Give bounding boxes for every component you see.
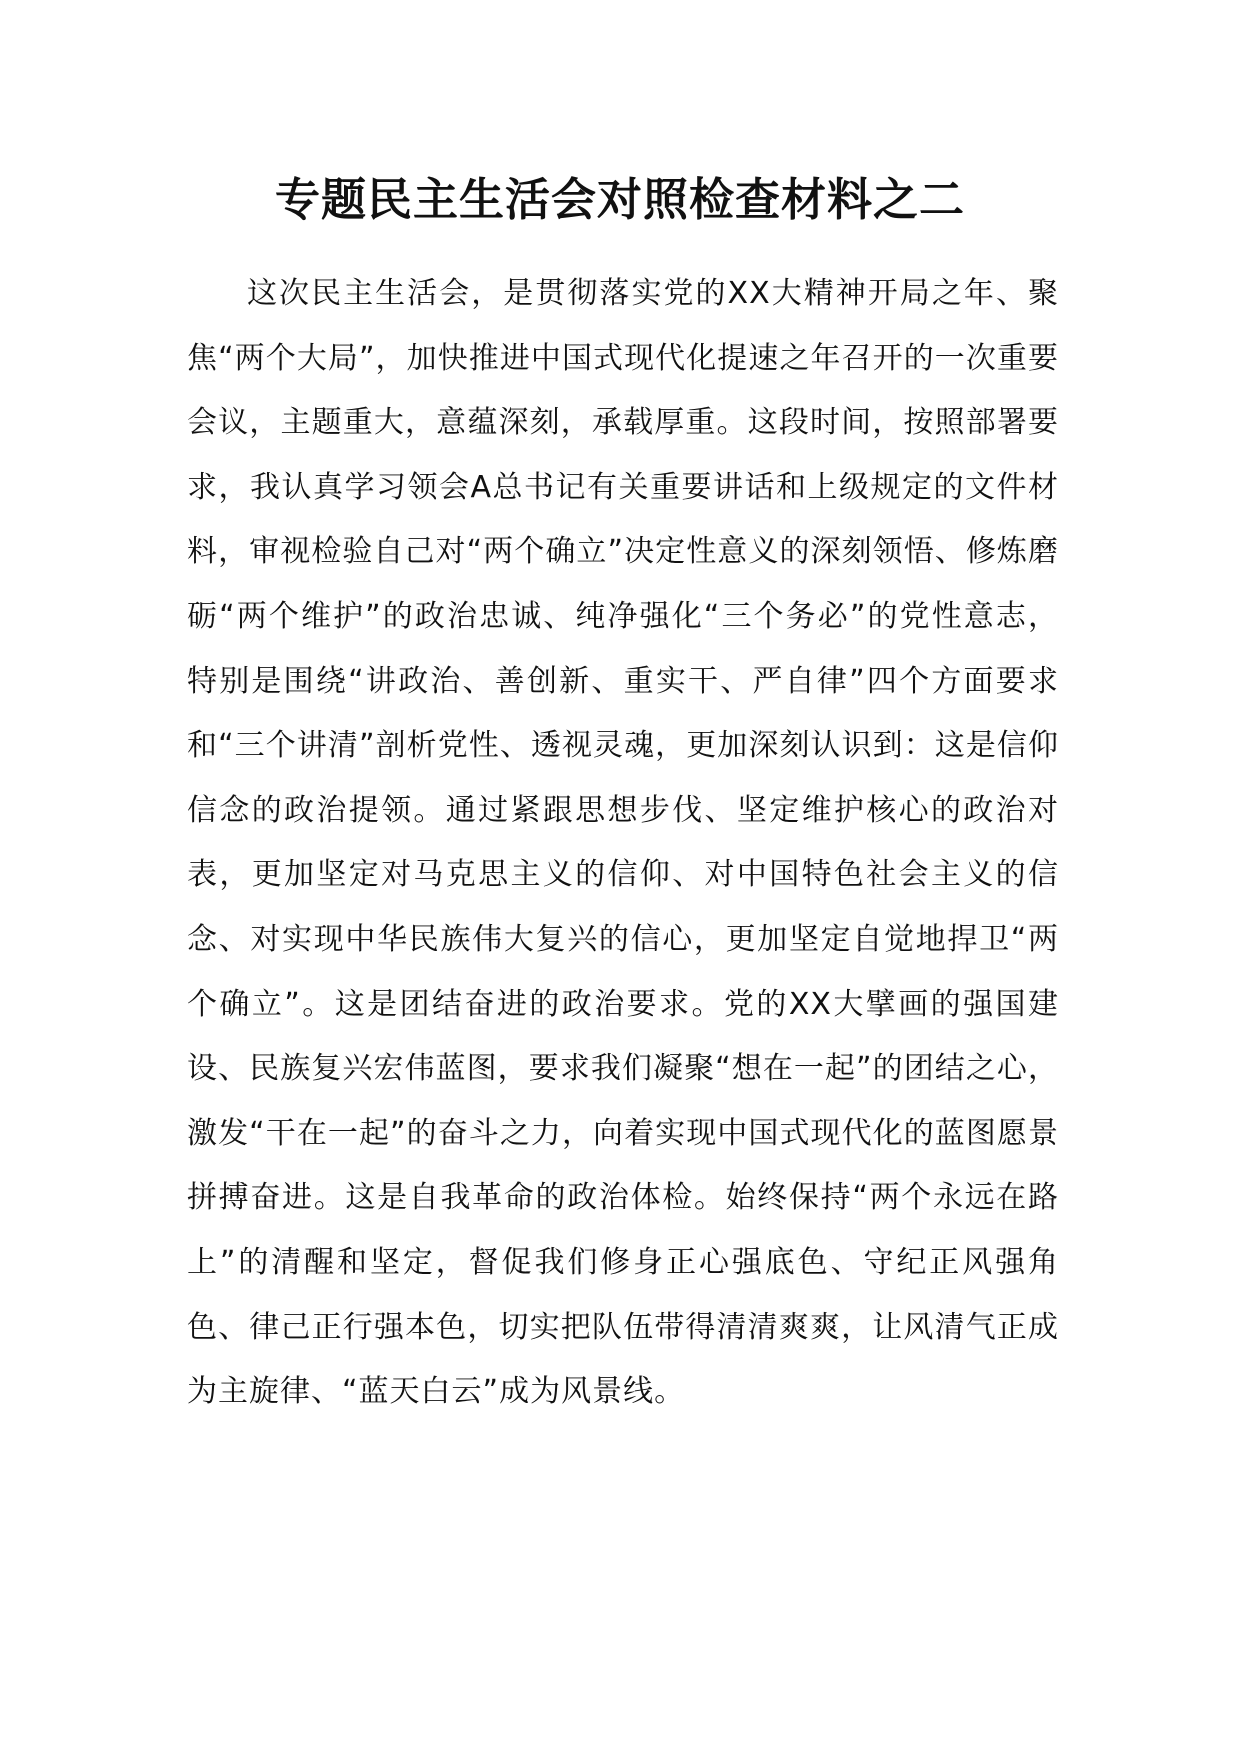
document-title: 专题民主生活会对照检查材料之二 xyxy=(274,173,965,226)
body-paragraph: 这次民主生活会，是贯彻落实党的XX大精神开局之年、聚焦“两个大局”，加快推进中国式现代化提速之年召开的一次重要会议，主题重大，意蕴深刻，承载厚重。这段时间，按照部署要求，我认真学习领会A总书记有关重要讲话和上级规定的文件材料，审视检验自己对“两个确立”决定性意义的深刻领悟、修炼磨砺“两个维护”的政治忠诚、纯净强化“三个务必”的党性意志，特别是围绕“讲政治、善创新、重实干、严自律”四个方面要求和“三个讲清”剖析党性、透视灵魂，更加深刻认识到：这是信仰信念的政治提领。通过紧跟思想步伐、坚定维护核心的政治对表，更加坚定对马克思主义的信仰、对中国特色社会主义的信念、对实现中华民族伟大复兴的信心，更加坚定自觉地捍卫“两个确立”。这是团结奋进的政治要求。党的XX大擘画的强国建设、民族复兴宏伟蓝图，要求我们凝聚“想在一起”的团结之心，激发“干在一起”的奋斗之力，向着实现中国式现代化的蓝图愿景拼搏奋进。这是自我革命的政治体检。始终保持“两个永远在路上”的清醒和坚定，督促我们修身正心强底色、守纪正风强角色、律己正行强本色，切实把队伍带得清清爽爽，让风清气正成为主旋律、“蓝天白云”成为风景线。 xyxy=(187,276,1059,1410)
